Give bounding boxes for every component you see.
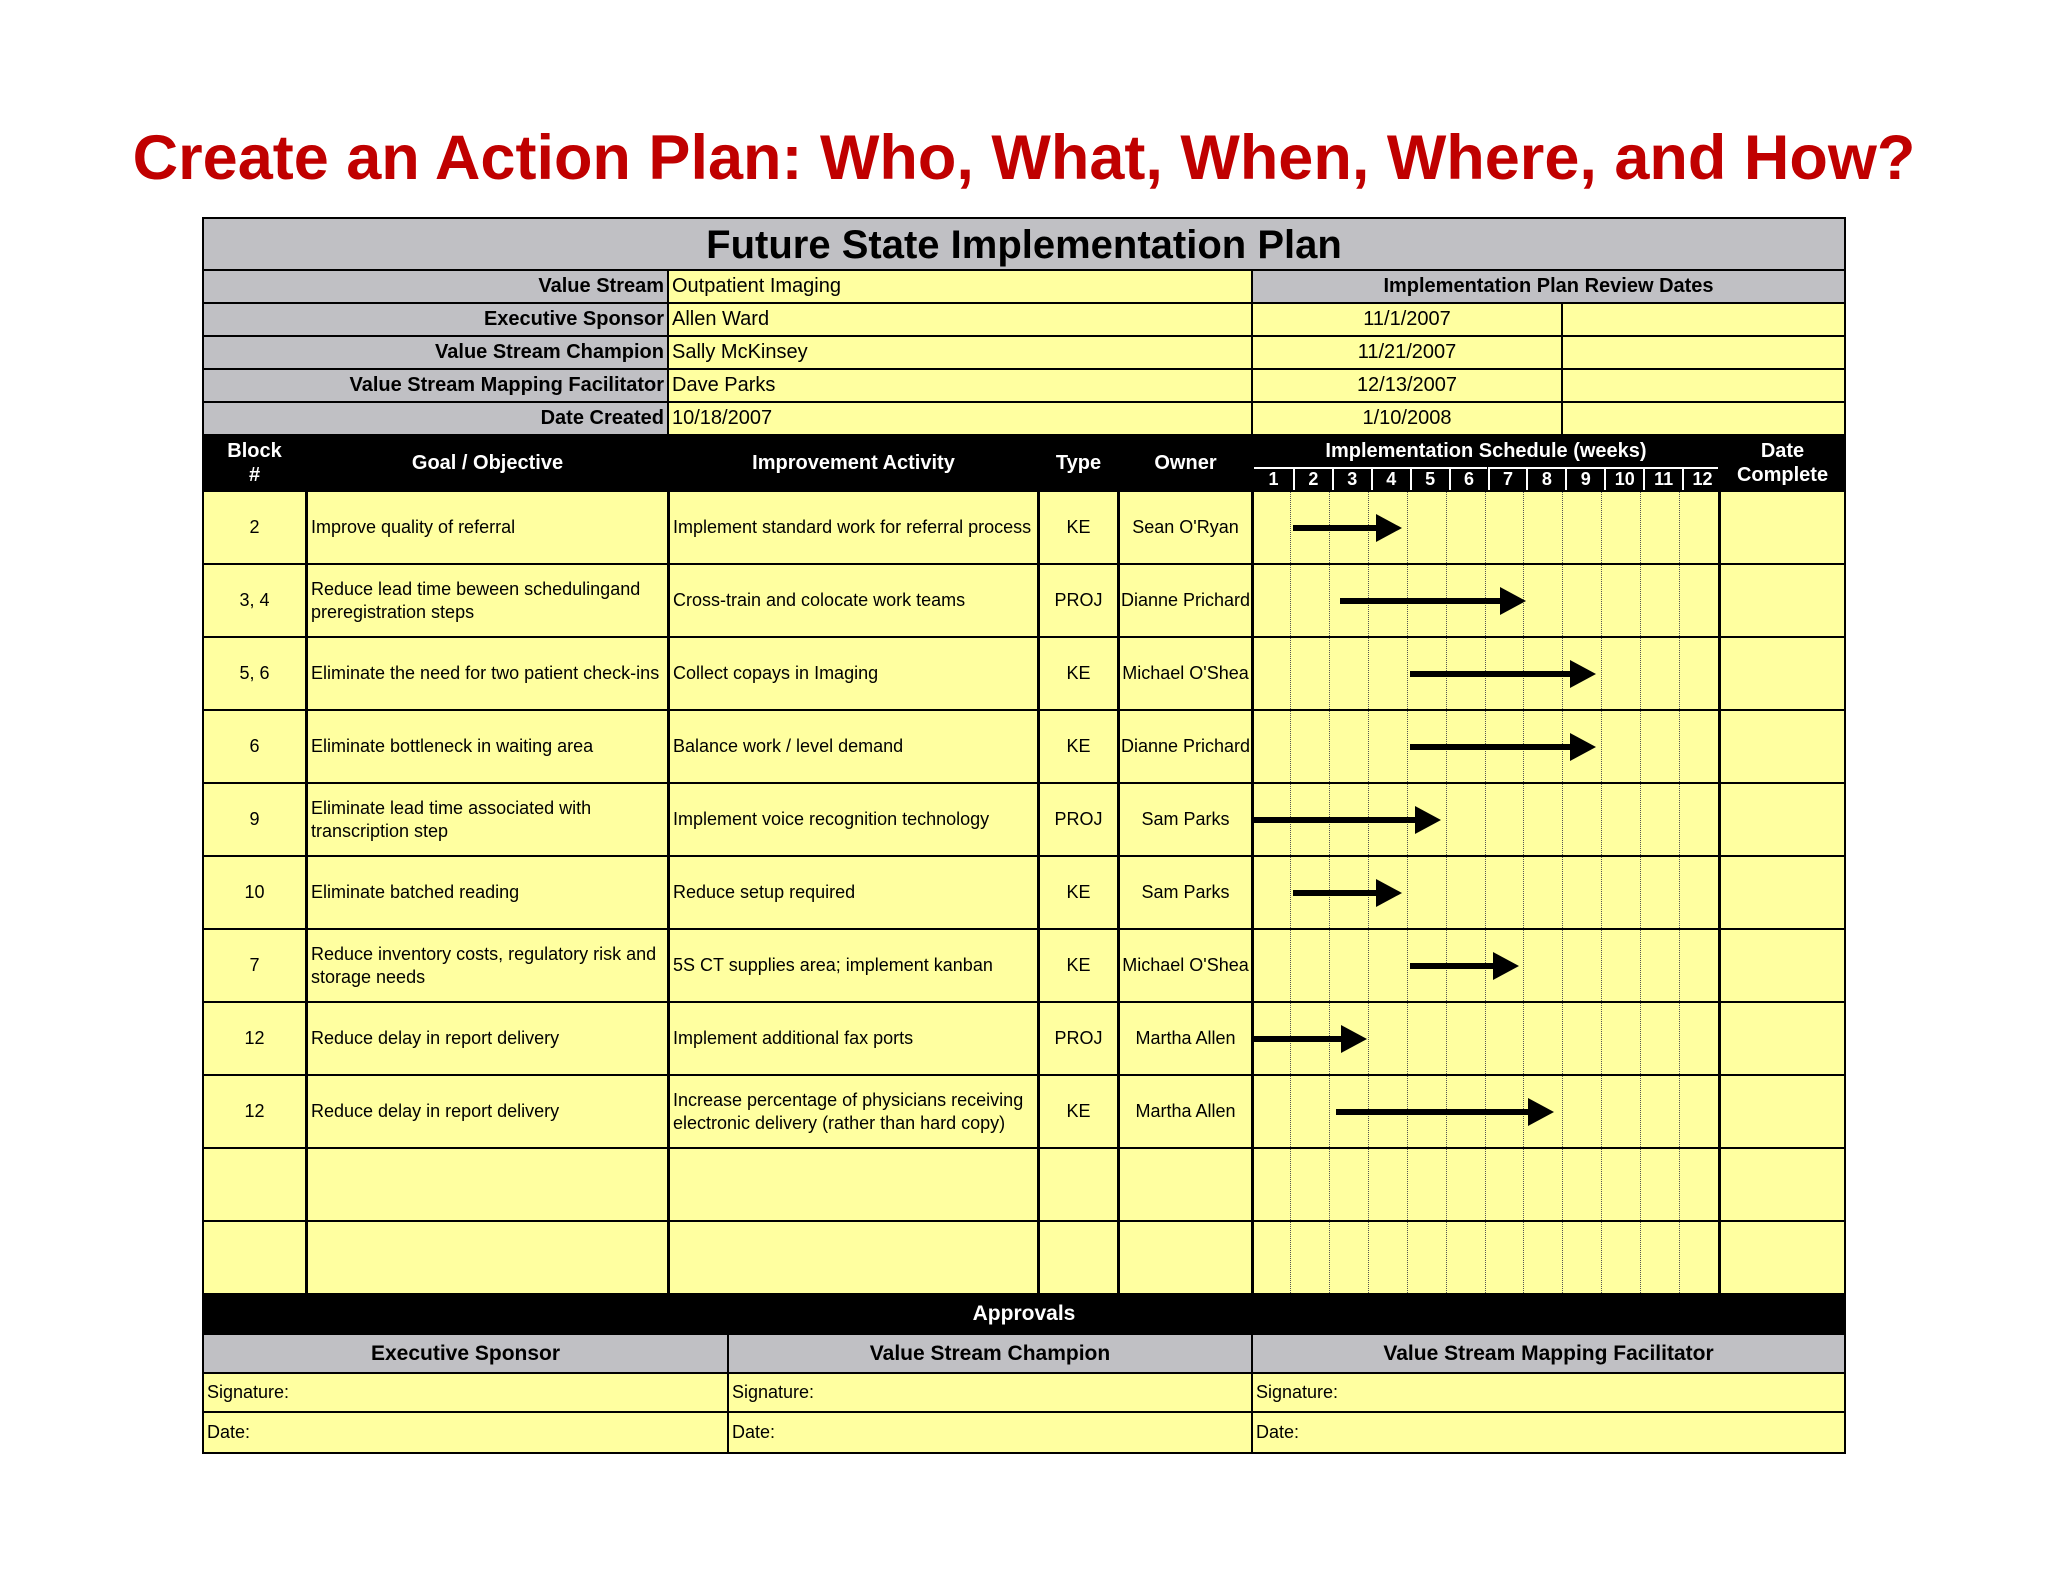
gantt-arrow-head [1500, 587, 1526, 615]
schedule-cell [1251, 930, 1718, 1001]
gantt-arrow-head [1570, 733, 1596, 761]
week-gridline [1329, 930, 1330, 1001]
table-row [204, 1149, 1844, 1222]
week-gridline [1640, 1076, 1641, 1147]
block-cell[interactable]: 12 [244, 1028, 265, 1048]
week-gridline [1329, 638, 1330, 709]
week-gridline [1562, 857, 1563, 928]
info-label: Value Stream [204, 271, 667, 302]
table-row [204, 638, 1844, 711]
gantt-arrow [1293, 520, 1402, 536]
info-row [204, 271, 1844, 304]
date-label: Date: [207, 1422, 251, 1442]
week-gridline [1640, 857, 1641, 928]
week-gridline [1523, 1003, 1524, 1074]
gantt-arrow-shaft [1410, 671, 1573, 677]
week-number-6: 6 [1449, 467, 1488, 490]
signature-field-value-stream-champion[interactable] [727, 1374, 1251, 1411]
gantt-arrow-shaft [1336, 1109, 1530, 1115]
review-date[interactable]: 1/10/2008 [1251, 403, 1561, 434]
info-row [204, 337, 1844, 370]
week-number-5: 5 [1410, 467, 1449, 490]
week-gridline [1679, 1149, 1680, 1220]
block-cell[interactable]: 12 [244, 1101, 265, 1121]
gantt-arrow-head [1493, 952, 1519, 980]
goal-cell[interactable]: Improve quality of referral [305, 492, 667, 563]
goal-cell[interactable]: Reduce delay in report delivery [305, 1003, 667, 1074]
week-gridline [1446, 492, 1447, 563]
type-cell[interactable]: PROJ [1037, 1003, 1117, 1074]
week-gridline [1601, 857, 1602, 928]
activity-cell[interactable]: Collect copays in Imaging [667, 638, 1037, 709]
gantt-arrow [1410, 739, 1597, 755]
goal-cell[interactable]: Eliminate the need for two patient check-ins [305, 638, 667, 709]
week-gridline [1679, 711, 1680, 782]
signature-field-vsm-facilitator[interactable] [1251, 1374, 1844, 1411]
week-gridline [1290, 565, 1291, 636]
week-number-12: 12 [1682, 467, 1718, 490]
date-complete-cell[interactable] [1718, 1076, 1844, 1147]
week-gridline [1446, 1003, 1447, 1074]
type-cell[interactable] [1037, 1149, 1117, 1220]
role-executive-sponsor: Executive Sponsor [370, 1341, 561, 1365]
week-gridline [1368, 930, 1369, 1001]
info-value[interactable]: Outpatient Imaging [667, 271, 1251, 302]
week-gridline [1290, 492, 1291, 563]
week-gridline [1523, 857, 1524, 928]
plan-title: Future State Implementation Plan [204, 219, 1844, 271]
info-value[interactable]: Allen Ward [667, 304, 1251, 335]
schedule-title: Implementation Schedule (weeks) [1325, 440, 1647, 462]
review-date-blank[interactable] [1561, 403, 1844, 434]
type-cell[interactable]: KE [1037, 1076, 1117, 1147]
week-gridline [1562, 492, 1563, 563]
week-gridline [1407, 1003, 1408, 1074]
gantt-arrow [1336, 1104, 1554, 1120]
table-row [204, 1003, 1844, 1076]
week-gridline [1290, 1076, 1291, 1147]
week-number-11: 11 [1643, 467, 1682, 490]
owner-cell[interactable]: Sam Parks [1117, 857, 1251, 928]
date-complete-cell[interactable] [1718, 565, 1844, 636]
table-row [204, 784, 1844, 857]
week-number-9: 9 [1565, 467, 1604, 490]
week-gridline [1368, 711, 1369, 782]
review-date[interactable]: 11/1/2007 [1251, 304, 1561, 335]
date-complete-cell[interactable] [1718, 1003, 1844, 1074]
owner-cell[interactable]: Martha Allen [1117, 1076, 1251, 1147]
signature-field-executive-sponsor[interactable] [204, 1374, 727, 1411]
gantt-arrow [1293, 885, 1402, 901]
week-gridline [1485, 492, 1486, 563]
type-cell[interactable] [1037, 1222, 1117, 1293]
table-row [204, 1076, 1844, 1149]
week-gridline [1329, 1076, 1330, 1147]
gantt-arrow-head [1376, 879, 1402, 907]
week-gridline [1290, 711, 1291, 782]
week-gridline [1601, 1222, 1602, 1293]
gantt-arrow [1340, 593, 1527, 609]
info-row [204, 370, 1844, 403]
review-date-blank[interactable] [1561, 370, 1844, 401]
info-row [204, 304, 1844, 337]
week-gridline [1485, 857, 1486, 928]
owner-cell[interactable]: Dianne Prichard [1117, 565, 1251, 636]
role-value-stream-champion: Value Stream Champion [727, 1335, 1251, 1372]
goal-cell[interactable]: Eliminate batched reading [305, 857, 667, 928]
schedule-cell [1251, 638, 1718, 709]
date-complete-cell[interactable] [1718, 492, 1844, 563]
week-gridline [1562, 784, 1563, 855]
week-gridline [1446, 1149, 1447, 1220]
week-gridline [1407, 930, 1408, 1001]
week-gridline [1601, 638, 1602, 709]
week-gridline [1368, 1149, 1369, 1220]
week-gridline [1290, 638, 1291, 709]
goal-cell[interactable]: Eliminate bottleneck in waiting area [305, 711, 667, 782]
date-field-vsm-facilitator[interactable] [1251, 1413, 1844, 1452]
week-gridline [1485, 1003, 1486, 1074]
signature-label: Signature: [1256, 1382, 1339, 1402]
date-row [204, 1413, 1844, 1452]
info-value[interactable]: Sally McKinsey [667, 337, 1251, 368]
week-gridline [1446, 857, 1447, 928]
block-cell[interactable]: 9 [249, 809, 260, 829]
schedule-cell [1251, 1222, 1718, 1293]
week-gridline [1562, 1149, 1563, 1220]
goal-cell[interactable] [305, 1149, 667, 1220]
week-gridline [1290, 930, 1291, 1001]
activity-cell[interactable]: Implement voice recognition technology [667, 784, 1037, 855]
week-gridline [1485, 784, 1486, 855]
week-gridline [1640, 565, 1641, 636]
week-gridline [1640, 638, 1641, 709]
page-title: Create an Action Plan: Who, What, When, Where, and How? [132, 123, 1916, 193]
table-row [204, 930, 1844, 1003]
week-gridline [1601, 565, 1602, 636]
week-gridline [1562, 565, 1563, 636]
week-number-3: 3 [1332, 467, 1371, 490]
week-gridline [1679, 1222, 1680, 1293]
week-gridline [1601, 711, 1602, 782]
week-gridline [1368, 1222, 1369, 1293]
week-gridline [1485, 1222, 1486, 1293]
week-gridline [1640, 1003, 1641, 1074]
week-gridline [1329, 711, 1330, 782]
schedule-cell [1251, 784, 1718, 855]
week-gridline [1368, 1003, 1369, 1074]
week-number-1: 1 [1254, 467, 1293, 490]
week-gridline [1523, 1149, 1524, 1220]
info-label: Value Stream Champion [204, 337, 667, 368]
gantt-arrow-head [1528, 1098, 1554, 1126]
activity-cell[interactable]: Cross-train and colocate work teams [667, 565, 1037, 636]
owner-cell[interactable]: Dianne Prichard [1117, 711, 1251, 782]
table-row [204, 857, 1844, 930]
table-row [204, 711, 1844, 784]
week-gridline [1407, 638, 1408, 709]
goal-cell[interactable]: Reduce lead time beween schedulingand preregistration steps [305, 565, 667, 636]
owner-cell[interactable]: Sean O'Ryan [1117, 492, 1251, 563]
schedule-cell [1251, 711, 1718, 782]
week-gridline [1640, 492, 1641, 563]
signature-row [204, 1374, 1844, 1413]
review-date[interactable]: 12/13/2007 [1251, 370, 1561, 401]
table-row [204, 1222, 1844, 1295]
week-gridline [1679, 1003, 1680, 1074]
block-cell[interactable] [204, 1222, 305, 1293]
type-cell[interactable]: KE [1037, 492, 1117, 563]
gantt-arrow-shaft [1340, 598, 1503, 604]
week-gridline [1679, 638, 1680, 709]
week-gridline [1562, 1076, 1563, 1147]
gantt-arrow [1410, 666, 1597, 682]
gantt-arrow-shaft [1410, 744, 1573, 750]
activity-cell[interactable]: 5S CT supplies area; implement kanban [667, 930, 1037, 1001]
week-gridline [1368, 638, 1369, 709]
role-vsm-facilitator: Value Stream Mapping Facilitator [1251, 1335, 1844, 1372]
week-gridline [1640, 711, 1641, 782]
week-gridline [1446, 784, 1447, 855]
week-gridline [1523, 784, 1524, 855]
info-row [204, 403, 1844, 436]
week-number-10: 10 [1604, 467, 1643, 490]
activity-cell[interactable] [667, 1149, 1037, 1220]
week-gridline [1290, 857, 1291, 928]
type-cell[interactable]: KE [1037, 638, 1117, 709]
date-complete-cell[interactable] [1718, 1149, 1844, 1220]
goal-cell[interactable]: Reduce inventory costs, regulatory risk and storage needs [305, 930, 667, 1001]
activity-cell[interactable]: Reduce setup required [667, 857, 1037, 928]
gantt-arrow-head [1341, 1025, 1367, 1053]
week-gridline [1601, 1149, 1602, 1220]
week-gridline [1329, 1222, 1330, 1293]
week-gridline [1523, 492, 1524, 563]
column-header-date-complete: Date Complete [1718, 436, 1844, 490]
info-value[interactable]: Dave Parks [667, 370, 1251, 401]
schedule-cell [1251, 1149, 1718, 1220]
column-header-owner: Owner [1117, 436, 1251, 490]
schedule-cell [1251, 1076, 1718, 1147]
gantt-arrow [1254, 1031, 1367, 1047]
review-date-blank[interactable] [1561, 304, 1844, 335]
review-date[interactable]: 11/21/2007 [1251, 337, 1561, 368]
week-gridline [1523, 930, 1524, 1001]
week-gridline [1485, 1149, 1486, 1220]
date-complete-cell[interactable] [1718, 857, 1844, 928]
week-gridline [1446, 1222, 1447, 1293]
info-label: Executive Sponsor [204, 304, 667, 335]
owner-cell[interactable]: Sam Parks [1117, 784, 1251, 855]
gantt-arrow-shaft [1293, 890, 1378, 896]
type-cell[interactable]: PROJ [1037, 565, 1117, 636]
type-cell[interactable]: PROJ [1037, 784, 1117, 855]
activity-cell[interactable]: Implement additional fax ports [667, 1003, 1037, 1074]
approvals-roles [204, 1335, 1844, 1374]
week-gridline [1601, 492, 1602, 563]
schedule-cell [1251, 1003, 1718, 1074]
signature-label: Signature: [207, 1382, 290, 1402]
info-label: Date Created [204, 403, 667, 434]
gantt-arrow-shaft [1293, 525, 1378, 531]
week-gridline [1562, 930, 1563, 1001]
week-gridline [1329, 565, 1330, 636]
activity-cell[interactable]: Balance work / level demand [667, 711, 1037, 782]
column-header-goal: Goal / Objective [305, 436, 667, 490]
block-cell[interactable]: 5, 6 [239, 663, 270, 683]
week-gridline [1640, 930, 1641, 1001]
gantt-arrow [1254, 812, 1441, 828]
gantt-arrow [1410, 958, 1519, 974]
week-number-7: 7 [1488, 467, 1527, 490]
week-gridline [1562, 1003, 1563, 1074]
week-gridline [1407, 1222, 1408, 1293]
week-gridline [1601, 784, 1602, 855]
gantt-arrow-shaft [1410, 963, 1495, 969]
week-gridline [1601, 1076, 1602, 1147]
table-row [204, 492, 1844, 565]
week-gridline [1407, 711, 1408, 782]
block-cell[interactable]: 6 [249, 736, 260, 756]
block-cell[interactable]: 3, 4 [239, 590, 270, 610]
owner-cell[interactable]: Martha Allen [1117, 1003, 1251, 1074]
table-row [204, 565, 1844, 638]
info-value[interactable]: 10/18/2007 [667, 403, 1251, 434]
week-number-8: 8 [1526, 467, 1565, 490]
block-cell[interactable]: 10 [244, 882, 265, 902]
owner-cell[interactable]: Michael O'Shea [1117, 930, 1251, 1001]
week-gridline [1679, 565, 1680, 636]
week-number-4: 4 [1371, 467, 1410, 490]
owner-cell[interactable]: Michael O'Shea [1117, 638, 1251, 709]
week-gridline [1640, 1149, 1641, 1220]
date-complete-cell[interactable] [1718, 711, 1844, 782]
week-gridline [1290, 1222, 1291, 1293]
week-gridline [1679, 492, 1680, 563]
week-gridline [1290, 1149, 1291, 1220]
week-gridline [1407, 1149, 1408, 1220]
week-gridline [1640, 784, 1641, 855]
week-gridline [1562, 1222, 1563, 1293]
goal-cell[interactable]: Eliminate lead time associated with transcription step [305, 784, 667, 855]
implementation-plan-sheet [202, 217, 1846, 1454]
column-header-activity: Improvement Activity [667, 436, 1037, 490]
type-cell[interactable]: KE [1037, 930, 1117, 1001]
date-complete-cell[interactable] [1718, 784, 1844, 855]
type-cell[interactable]: KE [1037, 857, 1117, 928]
date-complete-cell[interactable] [1718, 638, 1844, 709]
activity-cell[interactable]: Increase percentage of physicians receiving electronic delivery (rather than hard copy) [667, 1076, 1037, 1147]
review-dates-header: Implementation Plan Review Dates [1251, 271, 1844, 302]
week-gridline [1601, 1003, 1602, 1074]
column-header-type: Type [1037, 436, 1117, 490]
schedule-cell [1251, 492, 1718, 563]
gantt-arrow-shaft [1254, 817, 1417, 823]
date-field-executive-sponsor[interactable] [204, 1413, 727, 1452]
week-gridline [1679, 1076, 1680, 1147]
review-date-blank[interactable] [1561, 337, 1844, 368]
week-gridline [1407, 857, 1408, 928]
schedule-cell [1251, 565, 1718, 636]
block-cell[interactable]: 2 [249, 517, 260, 537]
gantt-arrow-head [1415, 806, 1441, 834]
block-cell[interactable]: 7 [249, 955, 260, 975]
week-gridline [1679, 784, 1680, 855]
week-gridline [1601, 930, 1602, 1001]
gantt-arrow-head [1570, 660, 1596, 688]
goal-cell[interactable] [305, 1222, 667, 1293]
schedule-cell [1251, 857, 1718, 928]
week-number-2: 2 [1293, 467, 1332, 490]
table-header [204, 436, 1844, 492]
activity-cell[interactable]: Implement standard work for referral process [667, 492, 1037, 563]
week-gridline [1679, 930, 1680, 1001]
column-header-schedule [1251, 436, 1718, 490]
owner-cell[interactable] [1117, 1222, 1251, 1293]
date-label: Date: [732, 1422, 776, 1442]
approvals-title: Approvals [204, 1295, 1844, 1335]
date-field-value-stream-champion[interactable] [727, 1413, 1251, 1452]
week-gridline [1329, 1149, 1330, 1220]
block-cell[interactable] [204, 1149, 305, 1220]
activity-cell[interactable] [667, 1222, 1037, 1293]
week-gridline [1407, 492, 1408, 563]
info-label: Value Stream Mapping Facilitator [204, 370, 667, 401]
owner-cell[interactable] [1117, 1149, 1251, 1220]
week-gridline [1679, 857, 1680, 928]
date-complete-cell[interactable] [1718, 930, 1844, 1001]
signature-label: Signature: [732, 1382, 815, 1402]
type-cell[interactable]: KE [1037, 711, 1117, 782]
gantt-arrow-head [1376, 514, 1402, 542]
column-header-block: Block # [227, 440, 282, 486]
week-gridline [1523, 1222, 1524, 1293]
date-label: Date: [1256, 1422, 1300, 1442]
week-gridline [1640, 1222, 1641, 1293]
goal-cell[interactable]: Reduce delay in report delivery [305, 1076, 667, 1147]
gantt-arrow-shaft [1254, 1036, 1343, 1042]
date-complete-cell[interactable] [1718, 1222, 1844, 1293]
